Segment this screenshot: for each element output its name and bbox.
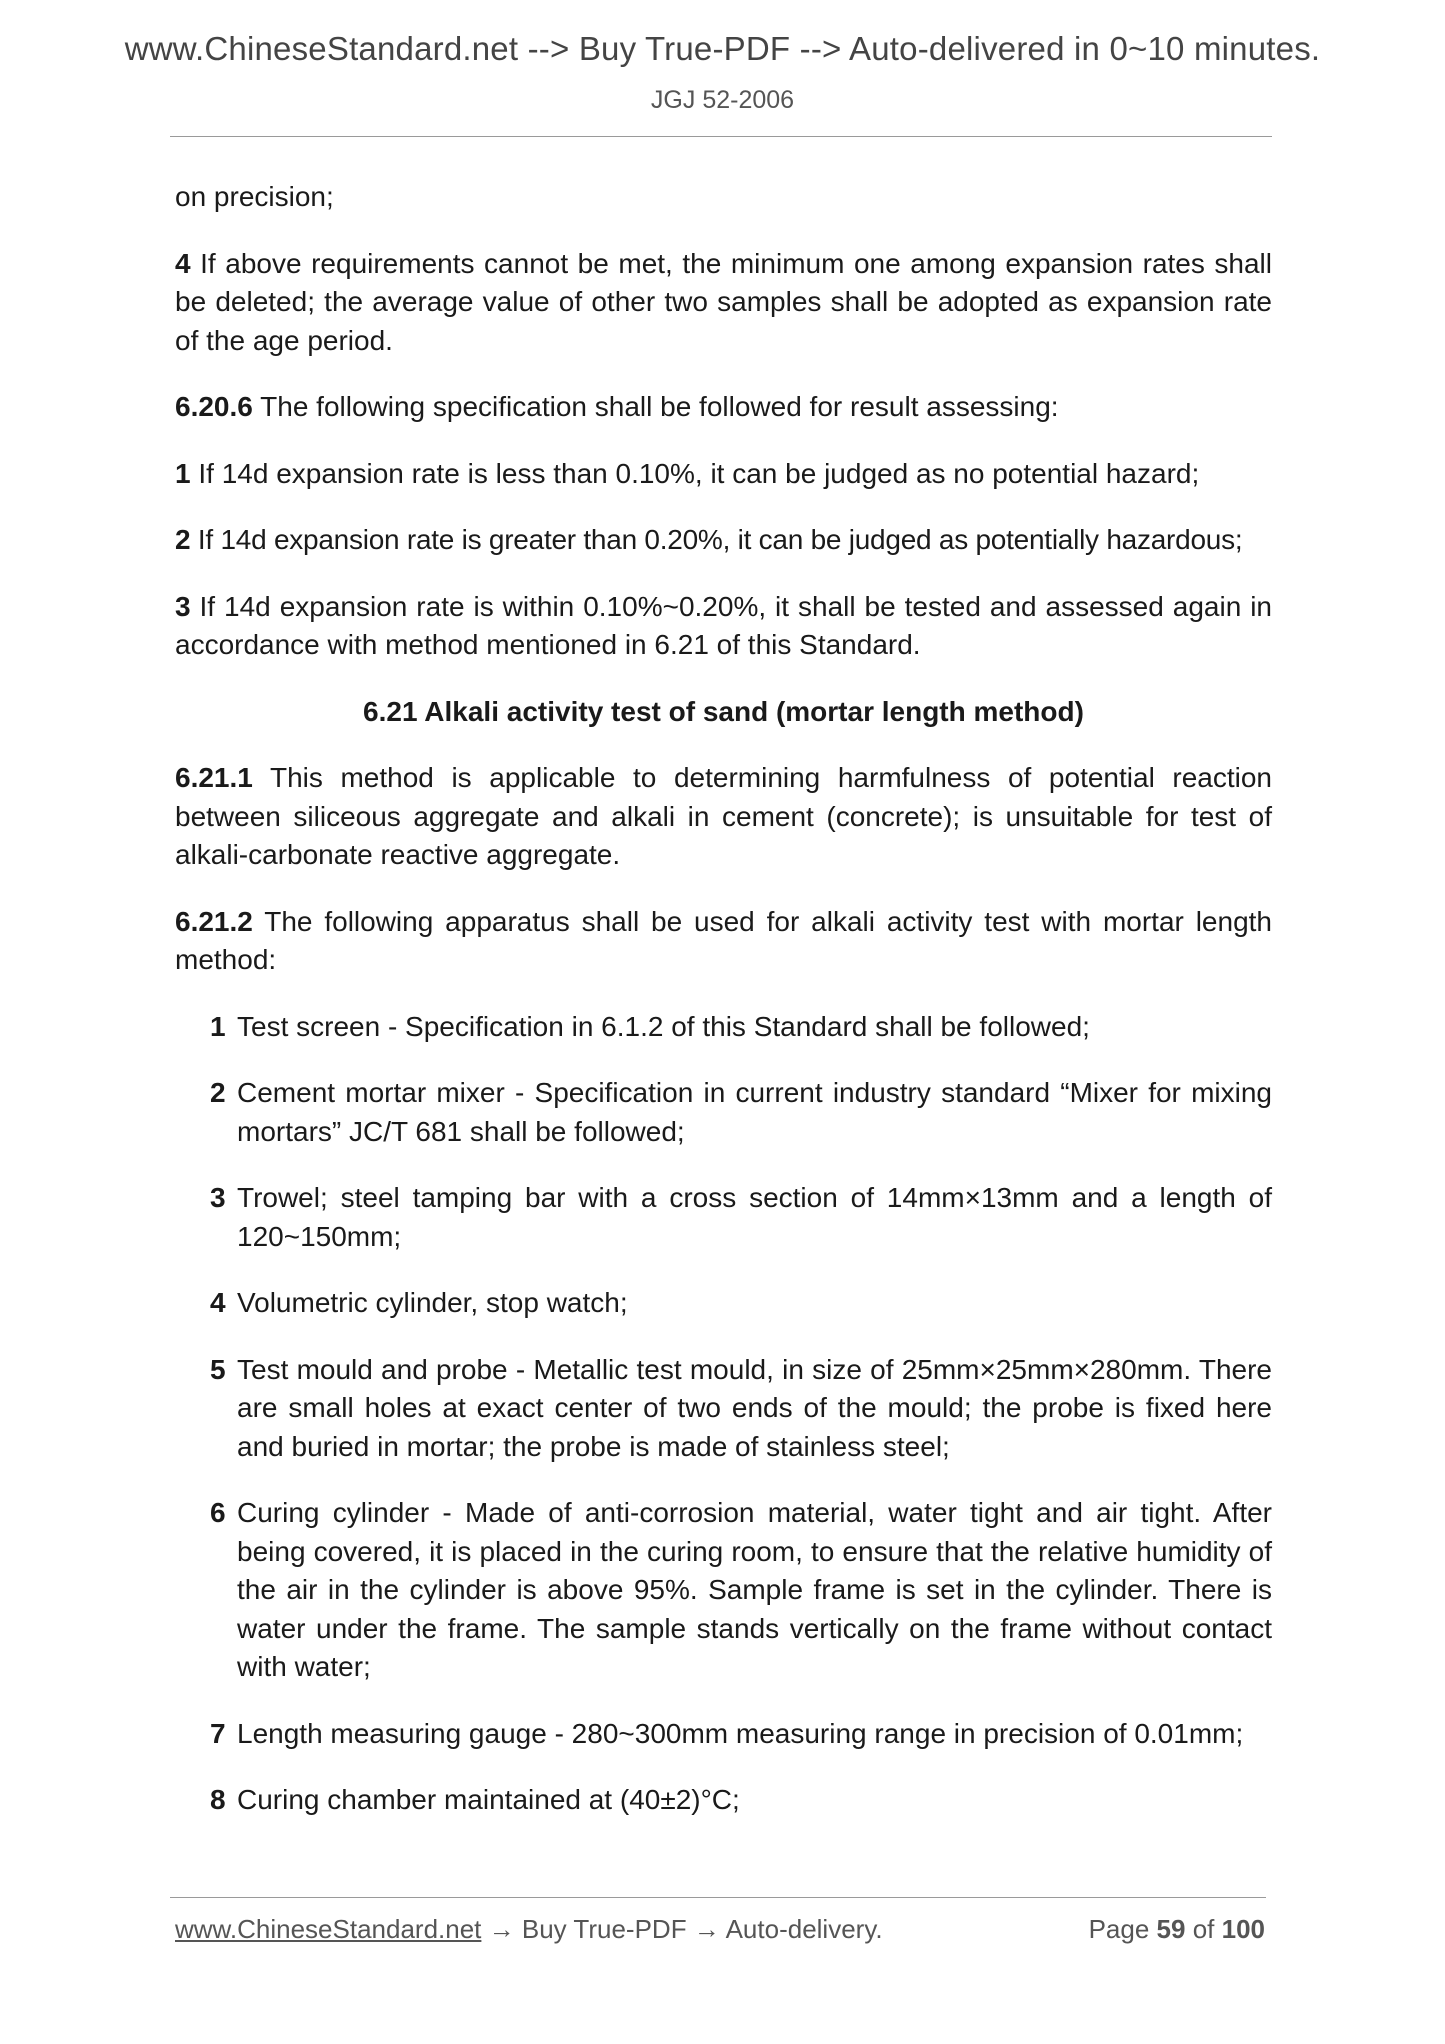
paragraph-text: If 14d expansion rate is less than 0.10%, it can be judged as no potential hazard; <box>198 457 1200 489</box>
item-number: 3 <box>210 1182 226 1213</box>
clause-number: 6.21.2 <box>175 905 253 937</box>
paragraph <box>175 903 1272 980</box>
item-text: Length measuring gauge - 280~300mm measuring range in precision of 0.01mm; <box>237 1717 1244 1749</box>
paragraph <box>175 455 1272 494</box>
clause-number: 6.20.6 <box>175 391 253 422</box>
paragraph <box>175 388 1272 427</box>
page-indicator <box>1089 1914 1265 1945</box>
site-link[interactable]: www.ChineseStandard.net <box>175 1914 482 1944</box>
item-number: 7 <box>210 1717 226 1749</box>
footer-left <box>175 1914 883 1944</box>
clause-number: 4 <box>175 247 191 279</box>
paragraph <box>175 521 1272 560</box>
of-label: of <box>1192 1914 1215 1944</box>
item-text: Volumetric cylinder, stop watch; <box>237 1287 628 1318</box>
list-item <box>175 1179 1272 1256</box>
page-number: 59 <box>1156 1914 1186 1944</box>
page-label: Page <box>1088 1914 1150 1944</box>
paragraph-text: The following specification shall be followed for result assessing: <box>260 391 1059 422</box>
list-item <box>175 1008 1272 1047</box>
list-item <box>175 1781 1272 1820</box>
item-text: Cement mortar mixer - Specification in current industry standard “Mixer for mixing mortars” JC/T 681 shall be followed; <box>237 1077 1272 1147</box>
item-text: Curing cylinder - Made of anti-corrosion material, water tight and air tight. After being covered, it is placed in the curing room, to ensure that the relative humidity of the air in the cylinder is above 95%. Sample frame is set in the cylinder. There is water under the frame. The sample stands vertically on the frame without contact with water; <box>237 1497 1272 1682</box>
footer-divider <box>170 1897 1266 1898</box>
paragraph <box>175 178 1272 217</box>
item-number: 6 <box>210 1497 226 1528</box>
paragraph-text: The following apparatus shall be used for alkali activity test with mortar length method: <box>175 905 1273 975</box>
clause-number: 3 <box>175 590 191 622</box>
item-number: 5 <box>210 1353 226 1385</box>
page-footer <box>175 1914 1265 1945</box>
paragraph <box>175 588 1272 665</box>
list-item <box>175 1074 1272 1151</box>
section-title: 6.21 Alkali activity test of sand (mortar length method) <box>363 695 1084 727</box>
paragraph-text: on precision; <box>175 181 334 212</box>
paragraph <box>175 759 1272 875</box>
item-number: 1 <box>210 1010 226 1042</box>
total-pages: 100 <box>1221 1914 1265 1944</box>
paragraph-text: If 14d expansion rate is greater than 0.20%, it can be judged as potentially hazardous; <box>197 524 1243 555</box>
paragraph-text: If above requirements cannot be met, the minimum one among expansion rates shall be deleted; the average value of other two samples shall be adopted as expansion rate of the age period. <box>175 247 1273 356</box>
item-text: Test screen - Specification in 6.1.2 of this Standard shall be followed; <box>237 1010 1090 1042</box>
item-number: 4 <box>210 1287 226 1318</box>
site-banner: www.ChineseStandard.net --> Buy True-PDF --> Auto-delivered in 0~10 minutes. <box>124 30 1321 67</box>
item-number: 2 <box>210 1077 226 1108</box>
paragraph-text: This method is applicable to determining harmfulness of potential reaction between siliceous aggregate and alkali in cement (concrete); is unsuitable for test of alkali-carbonate reactive aggregate. <box>175 762 1273 870</box>
clause-number: 6.21.1 <box>175 762 253 793</box>
paragraph <box>175 245 1272 361</box>
document-id: JGJ 52-2006 <box>650 86 795 114</box>
item-number: 8 <box>210 1784 226 1815</box>
paragraph-text: If 14d expansion rate is within 0.10%~0.20%, it shall be tested and assessed again in accordance with method mentioned in 6.21 of this Standard. <box>175 590 1273 660</box>
item-text: Trowel; steel tamping bar with a cross section of 14mm×13mm and a length of 120~150mm; <box>237 1182 1272 1252</box>
list-item <box>175 1715 1272 1754</box>
list-item <box>175 1494 1272 1687</box>
clause-number: 2 <box>175 524 191 555</box>
clause-number: 1 <box>175 457 191 489</box>
list-item <box>175 1351 1272 1467</box>
header-divider <box>170 136 1272 137</box>
item-text: Test mould and probe - Metallic test mould, in size of 25mm×25mm×280mm. There are small holes at exact center of two ends of the mould; the probe is fixed here and buried in mortar; the probe is made of stainless steel; <box>237 1353 1272 1462</box>
page-content <box>175 178 1272 1848</box>
footer-tagline: → Buy True-PDF → Auto-delivery. <box>488 1914 883 1944</box>
list-item <box>175 1284 1272 1323</box>
item-text: Curing chamber maintained at (40±2)°C; <box>237 1784 740 1815</box>
